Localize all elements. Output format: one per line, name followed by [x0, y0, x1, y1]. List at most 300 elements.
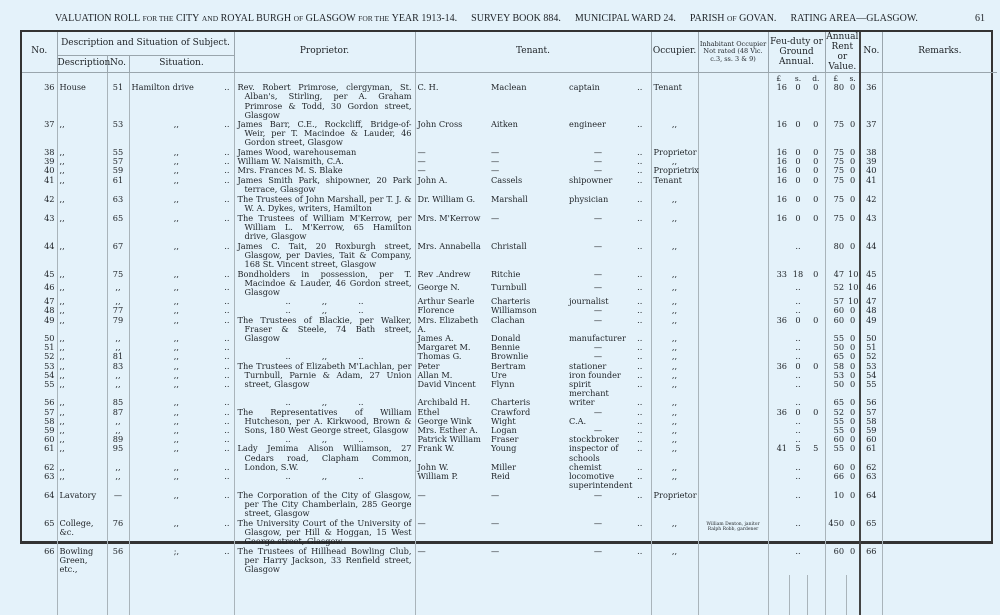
tenant-surname: Bertram	[491, 360, 526, 371]
valuation-roll-table	[20, 30, 993, 574]
situation-wrap	[132, 148, 232, 157]
tenant-surname: Williamson	[491, 305, 537, 316]
blank-cell	[415, 575, 489, 615]
inhabitant-occupier	[698, 242, 768, 270]
entry-number: 51	[44, 342, 55, 353]
feu-duty-pence	[807, 426, 825, 435]
situation	[129, 283, 234, 297]
remarks	[882, 297, 997, 306]
situation-wrap	[132, 297, 232, 306]
tenant-surname: Marshall	[491, 193, 528, 204]
tenant-first-name: C. H.	[415, 83, 489, 120]
remarks	[882, 334, 997, 343]
situation-text: ,,	[173, 165, 179, 176]
feu-duty-shillings: ..	[795, 461, 801, 472]
entry-number: 45	[44, 268, 55, 279]
remarks	[882, 83, 997, 120]
entry-number-right: 46	[860, 283, 882, 297]
occupier: Proprietrix	[651, 166, 698, 175]
feu-duty-shillings: ..	[795, 305, 801, 316]
leader-dots: ..	[224, 545, 230, 556]
tenant-occupation: —	[593, 351, 603, 362]
annual-rent-shillings: 0	[849, 147, 856, 158]
blank-cell	[825, 575, 846, 615]
unit-pence: d.	[812, 74, 820, 83]
tenant-first-name: —	[415, 519, 489, 547]
entry-number: 43	[44, 212, 55, 223]
proprietor: The Trustees of William M'Kerrow, per William L. M'Kerrow, 65 Hamilton drive, Glasgow	[234, 214, 415, 242]
feu-duty-pounds: 36	[768, 316, 789, 334]
leader-dots: ..	[637, 471, 643, 482]
situation-text: Hamilton drive	[131, 82, 194, 93]
annual-rent-shillings: 0	[849, 240, 856, 251]
leader-dots: ..	[224, 406, 230, 417]
leader-dots: ..	[224, 434, 230, 445]
feu-duty-shillings: ..	[795, 489, 801, 500]
blank-cell	[22, 575, 57, 615]
description: ,,	[57, 148, 107, 157]
proprietor: .. ,, ..	[234, 352, 415, 361]
leader-dots: ..	[224, 174, 230, 185]
description: ,,	[57, 343, 107, 352]
header-number: No.	[107, 55, 129, 72]
entry-number: 44	[44, 240, 55, 251]
tenant-first-name: —	[415, 148, 489, 157]
survey-book: SURVEY BOOK 884.	[471, 13, 561, 24]
situation-text: ,,	[173, 147, 179, 158]
feu-duty-shillings: ..	[795, 517, 801, 528]
entry-number-right: 42	[860, 195, 882, 214]
feu-duty-shillings: 0	[795, 174, 801, 185]
occupier: ,,	[651, 343, 698, 352]
occupier: ,,	[651, 547, 698, 575]
entry-number-right: 54	[860, 371, 882, 380]
situation	[129, 334, 234, 343]
tenant-occupation: engineer	[569, 119, 606, 130]
tenant-surname: Logan	[491, 425, 517, 436]
situation	[129, 148, 234, 157]
entry-number-right: 62	[860, 463, 882, 472]
entry-number-right: 63	[860, 472, 882, 490]
situation-text: ,,	[173, 443, 179, 454]
tenant-first-name: Mrs. Elizabeth A.	[415, 316, 489, 334]
inhabitant-occupier	[698, 148, 768, 157]
feu-duty-pence: 0	[813, 119, 819, 130]
situation	[129, 297, 234, 306]
entry-number: 37	[44, 119, 55, 130]
entry-number: 64	[44, 489, 55, 500]
blank-cell	[698, 575, 768, 615]
annual-rent-shillings: 0	[849, 397, 856, 408]
proprietor: .. ,, ..	[234, 472, 415, 490]
occupier: ,,	[651, 352, 698, 361]
leader-dots: ..	[637, 305, 643, 316]
situation	[129, 362, 234, 371]
title-text: ROYAL BURGH	[220, 13, 292, 24]
situation-text: ,,	[173, 305, 179, 316]
remarks	[882, 316, 997, 334]
situation-wrap	[132, 166, 232, 175]
inhabitant-occupier	[698, 270, 768, 284]
annual-rent-shillings: 0	[849, 471, 856, 482]
tenant-first-name: Ethel	[415, 408, 489, 417]
tenant-surname: Donald	[491, 333, 521, 344]
description: ,,	[57, 316, 107, 334]
annual-rent-pounds: 75	[825, 176, 846, 195]
tenant-surname: Christall	[491, 240, 527, 251]
situation-wrap	[132, 547, 232, 556]
tenant-occupation: iron founder	[569, 369, 621, 380]
annual-rent-shillings: 0	[849, 82, 856, 93]
proprietor: James C. Tait, 20 Roxburgh street, Glasgow, per Davies, Tait & Company, 168 St. Vincent street, Glasgow	[234, 242, 415, 270]
tenant-occupation: manufacturer	[569, 333, 626, 344]
annual-rent-shillings: 0	[849, 119, 856, 130]
entry-number-right: 44	[860, 242, 882, 270]
entry-number-right: 36	[860, 83, 882, 120]
leader-dots: ..	[637, 545, 643, 556]
remarks	[882, 371, 997, 380]
street-number: 75	[107, 270, 129, 284]
feu-duty-pounds	[768, 334, 789, 343]
description: ,,	[57, 157, 107, 166]
tenant-first-name: Margaret M.	[415, 343, 489, 352]
situation	[129, 270, 234, 284]
header-annual-rent: Annual Rent or Value.	[826, 32, 859, 72]
description: College, &c.	[57, 519, 107, 547]
proprietor: The Corporation of the City of Glasgow, per The City Chamberlain, 285 George street, Glasgow	[234, 491, 415, 519]
tenant-surname: Crawford	[491, 406, 531, 417]
inhabitant-occupier	[698, 306, 768, 315]
proprietor: James Barr, C.E., Rockcliff, Bridge-of-Weir, per T. Macindoe & Lauder, 46 Gordon street, Glasgow	[234, 120, 415, 148]
tenant-surname: Wight	[491, 415, 516, 426]
situation-wrap	[132, 426, 232, 435]
feu-duty-shillings: 0	[795, 165, 801, 176]
annual-rent-shillings: 0	[849, 342, 856, 353]
situation	[129, 120, 234, 148]
remarks	[882, 176, 997, 195]
tenant-occupation: stockbroker	[569, 434, 619, 445]
annual-rent-pounds: 52	[825, 408, 846, 417]
tenant-first-name: John A.	[415, 176, 489, 195]
situation-wrap	[132, 176, 232, 185]
feu-duty-pounds	[768, 491, 789, 519]
entry-number: 57	[44, 406, 55, 417]
entry-number: 41	[44, 174, 55, 185]
annual-rent-shillings: 0	[849, 443, 856, 454]
tenant-first-name: John Cross	[415, 120, 489, 148]
tenant-occupation: —	[593, 212, 603, 223]
annual-rent-shillings: 10	[848, 296, 859, 307]
tenant-first-name: Patrick William	[415, 435, 489, 444]
entry-number-right: 55	[860, 380, 882, 398]
remarks	[882, 242, 997, 270]
entry-number: 47	[44, 296, 55, 307]
situation-text: ,,	[173, 119, 179, 130]
situation-text: ,,	[173, 461, 179, 472]
situation	[129, 463, 234, 472]
title-text: FOR THE	[358, 14, 390, 23]
situation	[129, 491, 234, 519]
leader-dots: ..	[224, 165, 230, 176]
feu-duty-shillings: ..	[795, 296, 801, 307]
blank-cell	[489, 575, 567, 615]
feu-duty-pounds: 33	[768, 270, 789, 284]
tenant-surname: —	[491, 212, 500, 223]
leader-dots: ..	[224, 240, 230, 251]
feu-duty-pence: 0	[813, 82, 819, 93]
feu-duty-pence	[807, 297, 825, 306]
blank-cell	[567, 575, 629, 615]
blank-cell	[57, 575, 107, 615]
proprietor: .. ,, ..	[234, 297, 415, 306]
annual-rent-pounds: 60	[825, 547, 846, 575]
feu-duty-shillings: ..	[795, 369, 801, 380]
situation-text: ,,	[173, 415, 179, 426]
occupier: ,,	[651, 214, 698, 242]
tenant-first-name: Florence	[415, 306, 489, 315]
proprietor: .. ,, ..	[234, 435, 415, 444]
parish-label: PARISH	[689, 13, 725, 24]
leader-dots: ..	[637, 174, 643, 185]
remarks	[882, 283, 997, 297]
annual-rent-pounds: 50	[825, 380, 846, 398]
feu-duty-pence	[807, 491, 825, 519]
blank-cell	[768, 575, 789, 615]
tenant-occupation: —	[593, 342, 603, 353]
situation-wrap	[132, 334, 232, 343]
table-row	[22, 547, 997, 575]
entry-number: 62	[44, 461, 55, 472]
feu-duty-pounds	[768, 472, 789, 490]
entry-number-right: 64	[860, 491, 882, 519]
remarks	[882, 380, 997, 398]
street-number: 89	[107, 435, 129, 444]
description: ,,	[57, 426, 107, 435]
situation-text: ,,	[173, 406, 179, 417]
description: ,,	[57, 398, 107, 407]
annual-rent-pounds: 53	[825, 371, 846, 380]
situation-text: ,,	[173, 360, 179, 371]
tenant-surname: —	[491, 489, 500, 500]
leader-dots: ..	[224, 351, 230, 362]
entry-number: 63	[44, 471, 55, 482]
inhabitant-occupier	[698, 334, 768, 343]
unit-shilling: s.	[849, 74, 856, 83]
tenant-occupation: —	[593, 165, 603, 176]
entry-number: 42	[44, 193, 55, 204]
entry-number: 52	[44, 351, 55, 362]
entry-number: 61	[44, 443, 55, 454]
description: House	[57, 83, 107, 120]
situation	[129, 352, 234, 361]
inhabitant-occupier	[698, 547, 768, 575]
situation-text: ,,	[173, 379, 179, 390]
tenant-occupation: physician	[569, 193, 609, 204]
feu-duty-pounds	[768, 371, 789, 380]
header-occupier: Occupier.	[651, 32, 698, 73]
street-number: ,,	[107, 371, 129, 380]
situation-wrap	[132, 463, 232, 472]
inhabitant-occupier	[698, 297, 768, 306]
feu-duty-pence: 0	[813, 314, 819, 325]
street-number: 87	[107, 408, 129, 417]
leader-dots: ..	[224, 342, 230, 353]
leader-dots: ..	[637, 461, 643, 472]
annual-rent-shillings: 0	[849, 174, 856, 185]
tenant-first-name: —	[415, 166, 489, 175]
street-number: 61	[107, 176, 129, 195]
occupier: Proprietor	[651, 148, 698, 157]
leader-dots: ..	[224, 360, 230, 371]
description: ,,	[57, 417, 107, 426]
situation-wrap	[132, 120, 232, 129]
inhabitant-occupier	[698, 362, 768, 371]
leader-dots: ..	[224, 333, 230, 344]
occupier: ,,	[651, 242, 698, 270]
annual-rent-pounds: 52	[825, 283, 846, 297]
situation	[129, 380, 234, 398]
leader-dots: ..	[637, 425, 643, 436]
annual-rent-shillings: 0	[849, 314, 856, 325]
tenant-surname: Ure	[491, 369, 507, 380]
leader-dots: ..	[224, 268, 230, 279]
leader-dots: ..	[637, 406, 643, 417]
inhabitant-occupier	[698, 463, 768, 472]
annual-rent-shillings: 0	[849, 333, 856, 344]
situation-wrap	[132, 83, 232, 92]
table-row	[22, 316, 997, 334]
tenant-surname: Maclean	[491, 82, 527, 93]
occupier: ,,	[651, 362, 698, 371]
leader-dots: ..	[637, 342, 643, 353]
roll-table	[22, 32, 997, 615]
entry-number-right: 51	[860, 343, 882, 352]
feu-duty-shillings: 0	[795, 119, 801, 130]
annual-rent-pounds: 47	[825, 270, 846, 284]
proprietor: The Trustees of Blackie, per Walker, Fraser & Steele, 74 Bath street, Glasgow	[234, 316, 415, 353]
remarks	[882, 270, 997, 284]
inhabitant-occupier	[698, 444, 768, 462]
entry-number-right: 45	[860, 270, 882, 284]
occupier: ,,	[651, 426, 698, 435]
annual-rent-pounds: 75	[825, 157, 846, 166]
street-number: 79	[107, 316, 129, 334]
situation	[129, 195, 234, 214]
feu-duty-shillings: 0	[795, 193, 801, 204]
tenant-first-name: John W.	[415, 463, 489, 472]
description: ,,	[57, 444, 107, 462]
feu-duty-pence	[807, 472, 825, 490]
remarks	[882, 352, 997, 361]
annual-rent-pounds: 57	[825, 297, 846, 306]
tenant-occupation: —	[593, 305, 603, 316]
tenant-occupation: C.A.	[569, 415, 587, 426]
situation-wrap	[132, 195, 232, 204]
occupier: Tenant	[651, 176, 698, 195]
street-number: 53	[107, 120, 129, 148]
tenant-surname: Cassels	[491, 174, 523, 185]
blank-cell	[629, 575, 651, 615]
annual-rent-pounds: 50	[825, 343, 846, 352]
occupier: ,,	[651, 408, 698, 417]
header-description-group: Description and Situation of Subject.	[57, 32, 234, 55]
table-row	[22, 214, 997, 242]
feu-duty-pence: 0	[813, 165, 819, 176]
blank-cell	[651, 575, 698, 615]
situation	[129, 408, 234, 417]
proprietor: William W. Naismith, C.A.	[234, 157, 415, 166]
description: ,,	[57, 352, 107, 361]
feu-duty-pounds	[768, 519, 789, 547]
proprietor: Rev. Robert Primrose, clergyman, St. Alban's, Stirling, per A. Graham Primrose & Todd, 30 Gordon street, Glasgow	[234, 83, 415, 120]
tenant-surname: Fraser	[491, 434, 519, 445]
leader-dots: ..	[224, 305, 230, 316]
entry-number: 56	[44, 397, 55, 408]
tenant-occupation: chemist	[569, 461, 602, 472]
tenant-first-name: Thomas G.	[415, 352, 489, 361]
description: Lavatory	[57, 491, 107, 519]
leader-dots: ..	[224, 82, 230, 93]
tenant-first-name: William P.	[415, 472, 489, 490]
header-situation: Situation.	[129, 55, 234, 72]
annual-rent-shillings: 0	[849, 165, 856, 176]
feu-duty-shillings: ..	[795, 545, 801, 556]
feu-duty-pence	[807, 417, 825, 426]
tenant-occupation: —	[593, 147, 603, 158]
leader-dots: ..	[637, 82, 643, 93]
feu-duty-pounds: 16	[768, 148, 789, 157]
feu-duty-shillings: 0	[795, 406, 801, 417]
annual-rent-shillings: 0	[849, 415, 856, 426]
feu-duty-pence	[807, 519, 825, 547]
leader-dots: ..	[224, 471, 230, 482]
remarks	[882, 306, 997, 315]
tenant-occupation: —	[593, 517, 603, 528]
street-number: —	[107, 491, 129, 519]
feu-duty-pounds: 16	[768, 166, 789, 175]
leader-dots: ..	[637, 517, 643, 528]
tenant-first-name: Arthur Searle	[415, 297, 489, 306]
leader-dots: ..	[637, 240, 643, 251]
feu-duty-pence: 5	[813, 443, 819, 454]
inhabitant-occupier	[698, 83, 768, 120]
table-row	[22, 380, 997, 398]
tenant-surname: Ritchie	[491, 268, 521, 279]
annual-rent-shillings: 0	[849, 305, 856, 316]
leader-dots: ..	[637, 489, 643, 500]
inhabitant-occupier	[698, 195, 768, 214]
tenant-occupation: spirit merchant	[569, 379, 609, 399]
proprietor: The University Court of the University of Glasgow, per Hill & Hoggan, 15 West George street, Glasgow	[234, 519, 415, 547]
occupier: ,,	[651, 519, 698, 547]
leader-dots: ..	[637, 434, 643, 445]
street-number: 51	[107, 83, 129, 120]
header-proprietor: Proprietor.	[234, 32, 415, 73]
remarks	[882, 444, 997, 462]
remarks	[882, 519, 997, 547]
description: ,,	[57, 283, 107, 297]
entry-number-right: 57	[860, 408, 882, 417]
feu-duty-shillings: ..	[795, 240, 801, 251]
feu-duty-pounds: 41	[768, 444, 789, 462]
situation	[129, 157, 234, 166]
street-number: ,,	[107, 380, 129, 398]
remarks	[882, 214, 997, 242]
street-number: 57	[107, 157, 129, 166]
blank-cell	[107, 575, 129, 615]
annual-rent-pounds: 75	[825, 120, 846, 148]
annual-rent-pounds: 58	[825, 362, 846, 371]
